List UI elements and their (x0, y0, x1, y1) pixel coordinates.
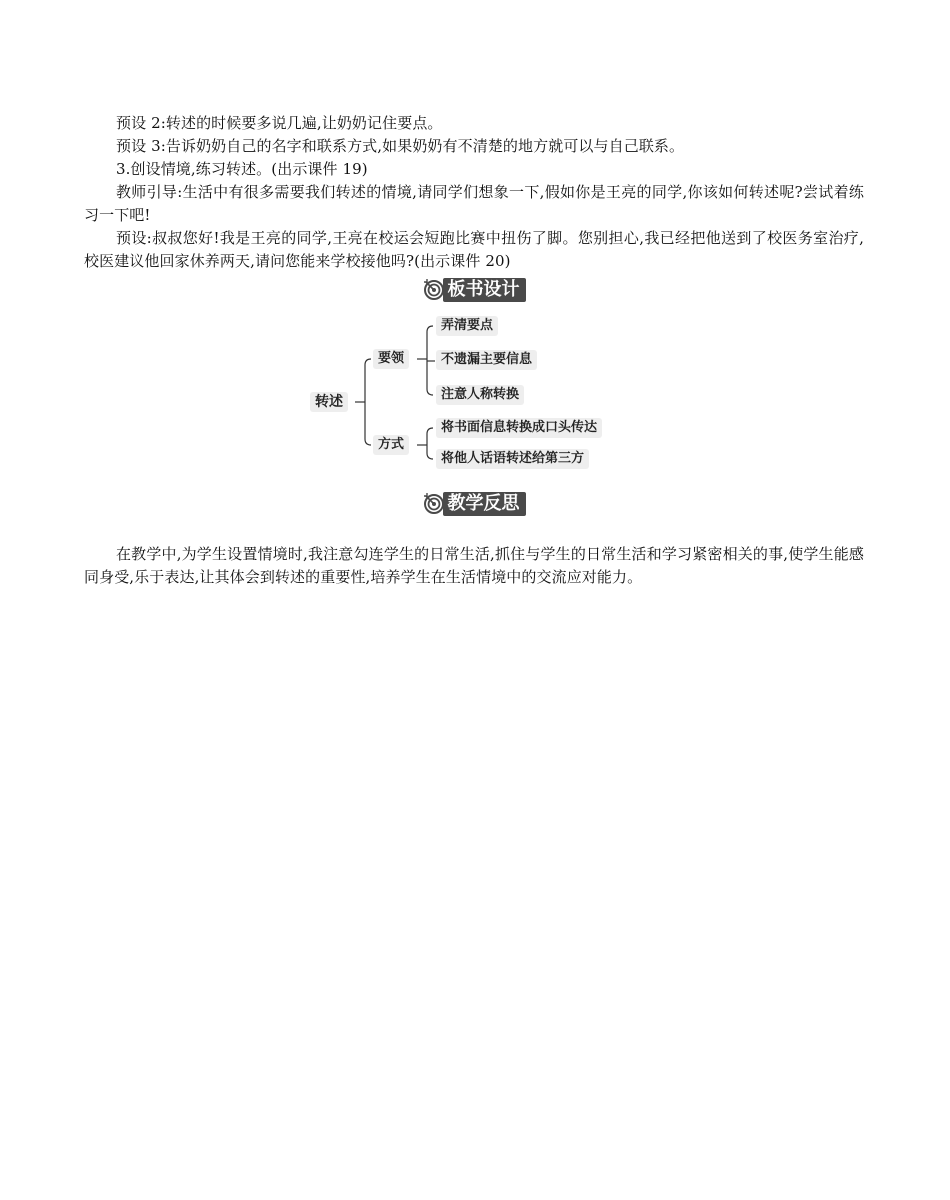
diagram-item: 注意人称转换 (436, 385, 524, 405)
board-diagram (84, 305, 864, 495)
reflection-title: 教学反思 (443, 492, 526, 516)
paragraph-teacher-guide: 教师引导:生活中有很多需要我们转述的情境,请同学们想象一下,假如你是王亮的同学,你该如何转述呢?尝试着练习一下吧! (84, 183, 864, 224)
diagram-item: 弄清要点 (436, 316, 498, 336)
board-design-title: 板书设计 (443, 278, 526, 302)
diagram-branch-methods: 方式 (373, 435, 409, 455)
document-page (84, 112, 864, 589)
paragraph-preset-3: 预设 3:告诉奶奶自己的名字和联系方式,如果奶奶有不清楚的地方就可以与自己联系。 (116, 137, 685, 155)
diagram-branch-essentials: 要领 (373, 349, 409, 369)
diagram-root: 转述 (310, 392, 348, 412)
diagram-item: 将书面信息转换成口头传达 (436, 418, 602, 438)
paragraph-reflection: 在教学中,为学生设置情境时,我注意勾连学生的日常生活,抓住与学生的日常生活和学习紧密相关的事,使学生能感同身受,乐于表达,让其体会到转述的重要性,培养学生在生活情境中的交流应对能力。 (84, 545, 864, 586)
target-icon (423, 279, 445, 301)
target-icon (423, 493, 445, 515)
board-design-heading (84, 275, 864, 305)
paragraph-preset-example: 预设:叔叔您好!我是王亮的同学,王亮在校运会短跑比赛中扭伤了脚。您别担心,我已经把他送到了校医务室治疗,校医建议他回家休养两天,请问您能来学校接他吗?(出示课件 20) (84, 229, 864, 270)
paragraph-step-3: 3.创设情境,练习转述。(出示课件 19) (116, 160, 368, 178)
diagram-item: 不遗漏主要信息 (436, 350, 537, 370)
paragraph-preset-2: 预设 2:转述的时候要多说几遍,让奶奶记住要点。 (116, 114, 443, 132)
diagram-item: 将他人话语转述给第三方 (436, 449, 589, 469)
